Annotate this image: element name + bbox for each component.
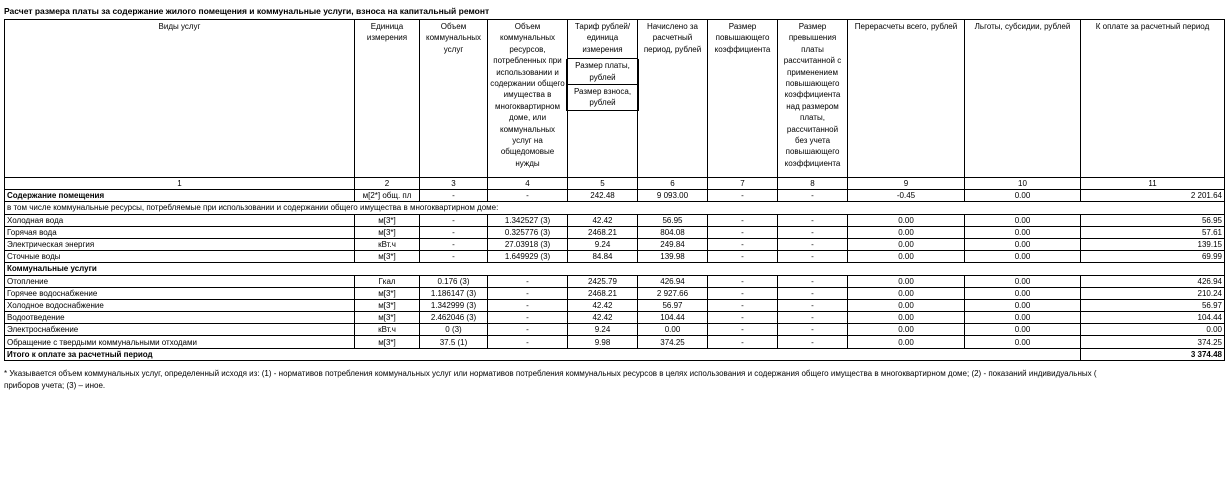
row-benefits: 0.00 <box>965 299 1081 311</box>
row-recalc: 0.00 <box>848 336 965 348</box>
row-recalc: 0.00 <box>848 275 965 287</box>
row-name: Водоотведение <box>5 312 355 324</box>
row-unit: Гкал <box>355 275 420 287</box>
total-label: Итого к оплате за расчетный период <box>5 348 1081 360</box>
col-number: 5 <box>568 178 638 190</box>
row-coefficient: - <box>708 312 778 324</box>
row-volume: 0.176 (3) <box>420 275 488 287</box>
row-excess: - <box>778 312 848 324</box>
row-to-pay: 426.94 <box>1081 275 1225 287</box>
incl-note: в том числе коммунальные ресурсы, потребляемые при использовании и содержании общего имущества в многоквартирном доме: <box>5 202 1225 214</box>
header-tariff <box>568 20 638 178</box>
row-volume: - <box>420 226 488 238</box>
table-row <box>5 336 1225 348</box>
row-volume: 0 (3) <box>420 324 488 336</box>
row-recalc: 0.00 <box>848 287 965 299</box>
row-volume: - <box>420 251 488 263</box>
row-volume: 2.462046 (3) <box>420 312 488 324</box>
header-excess: Размер превышения платы рассчитанной с применением повышающего коэффициента над размером платы, рассчитанной без учета повышающего коэффициента <box>778 20 848 178</box>
row-volume-common: - <box>488 299 568 311</box>
header-to-pay: К оплате за расчетный период <box>1081 20 1225 178</box>
row-volume: - <box>420 190 488 202</box>
col-number: 1 <box>5 178 355 190</box>
row-coefficient: - <box>708 251 778 263</box>
row-tariff: 9.24 <box>568 324 638 336</box>
row-benefits: 0.00 <box>965 287 1081 299</box>
header-tariff-contribution: Размер взноса, рублей <box>566 85 639 111</box>
header-tariff-top: Тариф рублей/ единица измерения <box>574 22 631 54</box>
col-number: 9 <box>848 178 965 190</box>
row-volume-common: - <box>488 336 568 348</box>
row-unit: кВт.ч <box>355 324 420 336</box>
footnote-line: * Указывается объем коммунальных услуг, определенный исходя из: (1) - нормативов потребления коммунальных услуг или нормативов потребления коммунальных ресурсов в целях использования и содержания общего имущества в многоквартирном доме; (2) - показаний индивидуальных ( <box>4 369 1097 378</box>
row-coefficient: - <box>708 336 778 348</box>
row-name: Холодное водоснабжение <box>5 299 355 311</box>
row-volume: - <box>420 214 488 226</box>
row-to-pay: 104.44 <box>1081 312 1225 324</box>
row-volume: 1.186147 (3) <box>420 287 488 299</box>
header-charged: Начислено за расчетный период, рублей <box>638 20 708 178</box>
footnote <box>4 368 1224 392</box>
row-recalc: 0.00 <box>848 238 965 250</box>
document-title: Расчет размера платы за содержание жилого помещения и коммунальные услуги, взноса на капитальный ремонт <box>4 6 490 16</box>
row-tariff: 242.48 <box>568 190 638 202</box>
table-row <box>5 226 1225 238</box>
row-volume-common: 27.03918 (3) <box>488 238 568 250</box>
row-to-pay: 56.95 <box>1081 214 1225 226</box>
row-benefits: 0.00 <box>965 214 1081 226</box>
row-benefits: 0.00 <box>965 336 1081 348</box>
row-excess: - <box>778 287 848 299</box>
table-row <box>5 324 1225 336</box>
row-volume-common: - <box>488 312 568 324</box>
row-coefficient: - <box>708 190 778 202</box>
row-benefits: 0.00 <box>965 275 1081 287</box>
header-unit: Единица измерения <box>355 20 420 178</box>
row-excess: - <box>778 190 848 202</box>
row-charged: 104.44 <box>638 312 708 324</box>
row-volume: 37.5 (1) <box>420 336 488 348</box>
row-volume-common: - <box>488 324 568 336</box>
utilities-heading-row <box>5 263 1225 275</box>
row-unit: м[2*] общ. пл <box>355 190 420 202</box>
row-name: Электрическая энергия <box>5 238 355 250</box>
row-charged: 0.00 <box>638 324 708 336</box>
row-charged: 2 927.66 <box>638 287 708 299</box>
row-charged: 56.95 <box>638 214 708 226</box>
row-name: Холодная вода <box>5 214 355 226</box>
col-number: 3 <box>420 178 488 190</box>
row-unit: м[3*] <box>355 299 420 311</box>
utilities-group <box>5 275 1225 348</box>
row-volume-common: - <box>488 275 568 287</box>
row-coefficient: - <box>708 299 778 311</box>
row-to-pay: 0.00 <box>1081 324 1225 336</box>
table-row <box>5 287 1225 299</box>
common-resources-group <box>5 214 1225 263</box>
row-recalc: 0.00 <box>848 214 965 226</box>
row-tariff: 84.84 <box>568 251 638 263</box>
row-excess: - <box>778 299 848 311</box>
row-volume: - <box>420 238 488 250</box>
row-volume: 1.342999 (3) <box>420 299 488 311</box>
housing-row <box>5 190 1225 202</box>
header-volume: Объем коммунальных услуг <box>420 20 488 178</box>
header-coefficient: Размер повышающего коэффициента <box>708 20 778 178</box>
row-excess: - <box>778 324 848 336</box>
row-excess: - <box>778 238 848 250</box>
row-unit: м[3*] <box>355 336 420 348</box>
header-benefits: Льготы, субсидии, рублей <box>965 20 1081 178</box>
col-number: 11 <box>1081 178 1225 190</box>
incl-note-row <box>5 202 1225 214</box>
row-coefficient: - <box>708 287 778 299</box>
col-number: 6 <box>638 178 708 190</box>
table-row <box>5 251 1225 263</box>
row-to-pay: 210.24 <box>1081 287 1225 299</box>
row-benefits: 0.00 <box>965 190 1081 202</box>
header-service: Виды услуг <box>5 20 355 178</box>
row-tariff: 42.42 <box>568 299 638 311</box>
table-row <box>5 299 1225 311</box>
row-name: Электроснабжение <box>5 324 355 336</box>
row-tariff: 9.98 <box>568 336 638 348</box>
row-name: Горячее водоснабжение <box>5 287 355 299</box>
row-coefficient: - <box>708 238 778 250</box>
row-to-pay: 57.61 <box>1081 226 1225 238</box>
table-row <box>5 238 1225 250</box>
column-number-row <box>5 178 1225 190</box>
row-tariff: 2425.79 <box>568 275 638 287</box>
row-tariff: 42.42 <box>568 214 638 226</box>
row-unit: м[3*] <box>355 251 420 263</box>
row-unit: м[3*] <box>355 312 420 324</box>
row-volume-common: - <box>488 287 568 299</box>
row-recalc: 0.00 <box>848 299 965 311</box>
row-tariff: 2468.21 <box>568 287 638 299</box>
col-number: 2 <box>355 178 420 190</box>
row-unit: м[3*] <box>355 214 420 226</box>
row-excess: - <box>778 251 848 263</box>
row-to-pay: 2 201.64 <box>1081 190 1225 202</box>
row-name: Сточные воды <box>5 251 355 263</box>
header-recalc: Перерасчеты всего, рублей <box>848 20 965 178</box>
row-volume-common: - <box>488 190 568 202</box>
row-benefits: 0.00 <box>965 226 1081 238</box>
row-name: Горячая вода <box>5 226 355 238</box>
row-recalc: 0.00 <box>848 312 965 324</box>
row-tariff: 2468.21 <box>568 226 638 238</box>
row-recalc: 0.00 <box>848 324 965 336</box>
row-charged: 249.84 <box>638 238 708 250</box>
row-name: Содержание помещения <box>5 190 355 202</box>
row-unit: м[3*] <box>355 226 420 238</box>
col-number: 4 <box>488 178 568 190</box>
col-number: 7 <box>708 178 778 190</box>
header-tariff-subcells <box>568 58 637 111</box>
row-tariff: 9.24 <box>568 238 638 250</box>
row-excess: - <box>778 275 848 287</box>
total-row <box>5 348 1225 360</box>
row-coefficient: - <box>708 324 778 336</box>
row-to-pay: 139.15 <box>1081 238 1225 250</box>
row-benefits: 0.00 <box>965 324 1081 336</box>
row-benefits: 0.00 <box>965 312 1081 324</box>
row-charged: 426.94 <box>638 275 708 287</box>
table-row <box>5 214 1225 226</box>
row-excess: - <box>778 336 848 348</box>
row-charged: 374.25 <box>638 336 708 348</box>
row-to-pay: 69.99 <box>1081 251 1225 263</box>
row-charged: 139.98 <box>638 251 708 263</box>
row-recalc: 0.00 <box>848 251 965 263</box>
row-charged: 56.97 <box>638 299 708 311</box>
row-excess: - <box>778 214 848 226</box>
header-tariff-payment: Размер платы, рублей <box>566 59 639 85</box>
row-charged: 9 093.00 <box>638 190 708 202</box>
row-recalc: 0.00 <box>848 226 965 238</box>
row-unit: кВт.ч <box>355 238 420 250</box>
table-row <box>5 312 1225 324</box>
row-to-pay: 56.97 <box>1081 299 1225 311</box>
row-coefficient: - <box>708 214 778 226</box>
row-coefficient: - <box>708 275 778 287</box>
utilities-heading: Коммунальные услуги <box>5 263 1225 275</box>
row-benefits: 0.00 <box>965 251 1081 263</box>
header-volume-common: Объем коммунальных ресурсов, потребленных при использовании и содержании общего имущества в многоквартирном доме, или коммунальных услуг на общедомовые нужды <box>488 20 568 178</box>
row-unit: м[3*] <box>355 287 420 299</box>
row-coefficient: - <box>708 226 778 238</box>
row-name: Обращение с твердыми коммунальными отходами <box>5 336 355 348</box>
row-tariff: 42.42 <box>568 312 638 324</box>
table-row <box>5 275 1225 287</box>
row-volume-common: 1.342527 (3) <box>488 214 568 226</box>
row-recalc: -0.45 <box>848 190 965 202</box>
row-to-pay: 374.25 <box>1081 336 1225 348</box>
row-benefits: 0.00 <box>965 238 1081 250</box>
row-excess: - <box>778 226 848 238</box>
row-volume-common: 0.325776 (3) <box>488 226 568 238</box>
row-name: Отопление <box>5 275 355 287</box>
total-value: 3 374.48 <box>1081 348 1225 360</box>
row-volume-common: 1.649929 (3) <box>488 251 568 263</box>
footnote-line: приборов учета; (3) – иное. <box>4 381 106 390</box>
header-row <box>5 20 1225 178</box>
charges-table <box>4 19 1225 361</box>
row-charged: 804.08 <box>638 226 708 238</box>
col-number: 10 <box>965 178 1081 190</box>
col-number: 8 <box>778 178 848 190</box>
